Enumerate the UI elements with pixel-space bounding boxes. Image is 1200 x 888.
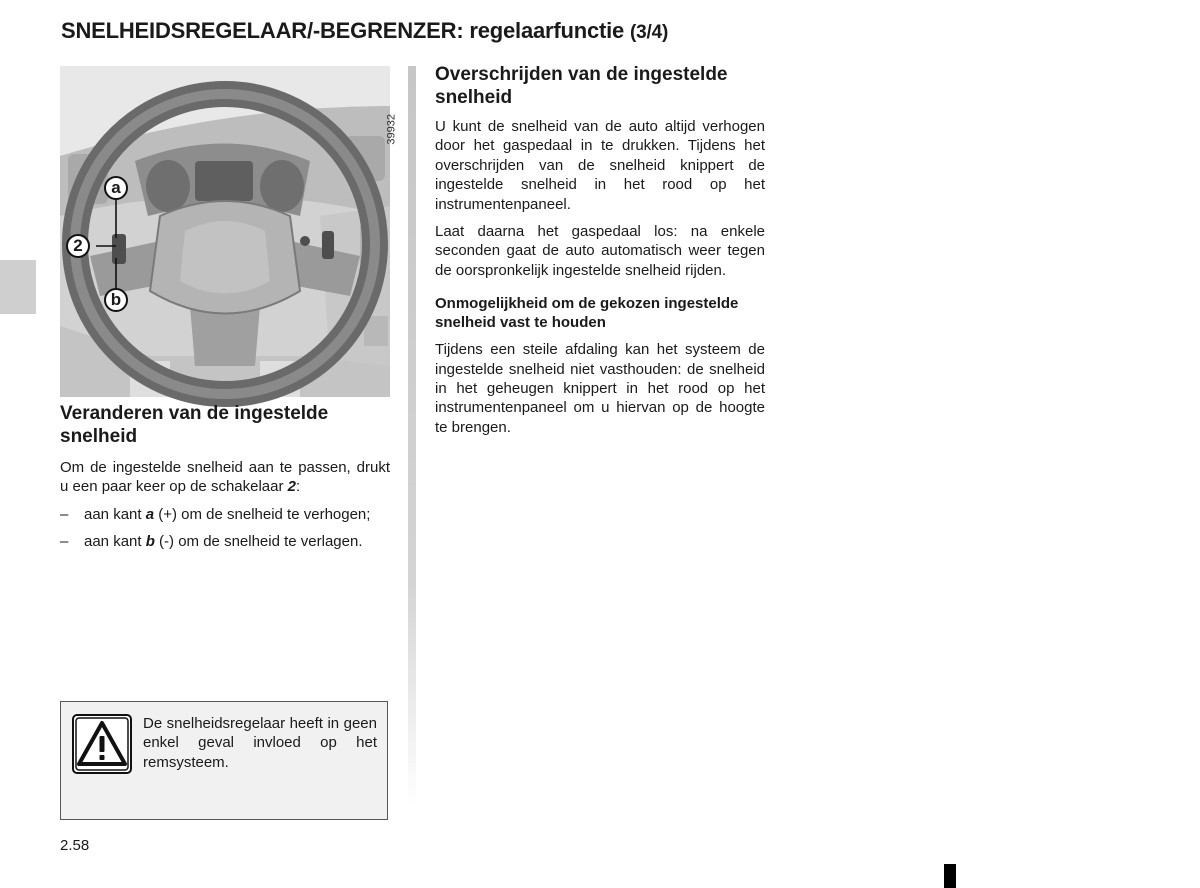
page-title [61,18,668,44]
warning-box [60,701,388,820]
callout-b: b [104,288,128,312]
section-tab [0,260,36,314]
list-item-after: (+) om de snelheid te verhogen; [154,505,371,523]
list-item-key: b [145,533,155,551]
steering-wheel-figure [60,66,398,397]
intro-paragraph [60,458,390,497]
intro-switch-number: 2 [287,478,296,496]
list-item [60,505,390,524]
list-item-before: aan kant [84,505,146,523]
warning-triangle-icon [72,714,132,774]
page-number: 2.58 [60,837,90,854]
list-item-before: aan kant [84,533,146,551]
list-dash: – [60,505,69,523]
section-heading-change-speed: Veranderen van de ingestelde snelheid [60,403,329,447]
corner-mark [944,864,956,888]
paragraph-exceed: U kunt de snelheid van de auto altijd verhogen door het gaspedaal in te drukken. Tijdens het overschrijden van de snelheid knippert de ingestelde snelheid in het rood op het instrumentenpaneel. [435,118,765,213]
paragraph-release: Laat daarna het gaspedaal los: na enkele seconden gaat de auto automatisch weer tegen de oorspronkelijk ingestelde snelheid rijden. [435,223,765,279]
intro-colon: : [296,478,301,496]
list-item-after: (-) om de snelheid te verlagen. [154,533,363,551]
warning-text: De snelheidsregelaar heeft in geen enkel geval invloed op het remsysteem. [143,715,377,771]
list-item-key: a [145,505,155,523]
title-text: SNELHEIDSREGELAAR/-BEGRENZER: regelaarfunctie [61,18,625,43]
title-page-of: (3/4) [630,22,669,43]
paragraph-descent: Tijdens een steile afdaling kan het systeem de ingestelde snelheid niet vasthouden: de snelheid in het geheugen knippert in het rood op het instrumentenpaneel om u hiervan op de hoogte te brengen. [435,341,765,436]
list-dash: – [60,533,69,551]
figure-number: 39932 [386,114,398,145]
callout-2: 2 [66,234,90,258]
steering-wheel-illustration [60,66,390,397]
callout-a: a [104,176,128,200]
right-column [435,63,765,445]
left-column [60,402,390,560]
list-item [60,532,390,551]
column-divider [408,66,416,806]
subheading-unable-hold: Onmogelijkheid om de gekozen ingestelde snelheid vast te houden [435,295,739,332]
section-heading-exceed-speed: Overschrijden van de ingestelde snelheid [435,64,728,108]
intro-text: Om de ingestelde snelheid aan te passen, drukt u een paar keer op de schakelaar [60,459,390,496]
